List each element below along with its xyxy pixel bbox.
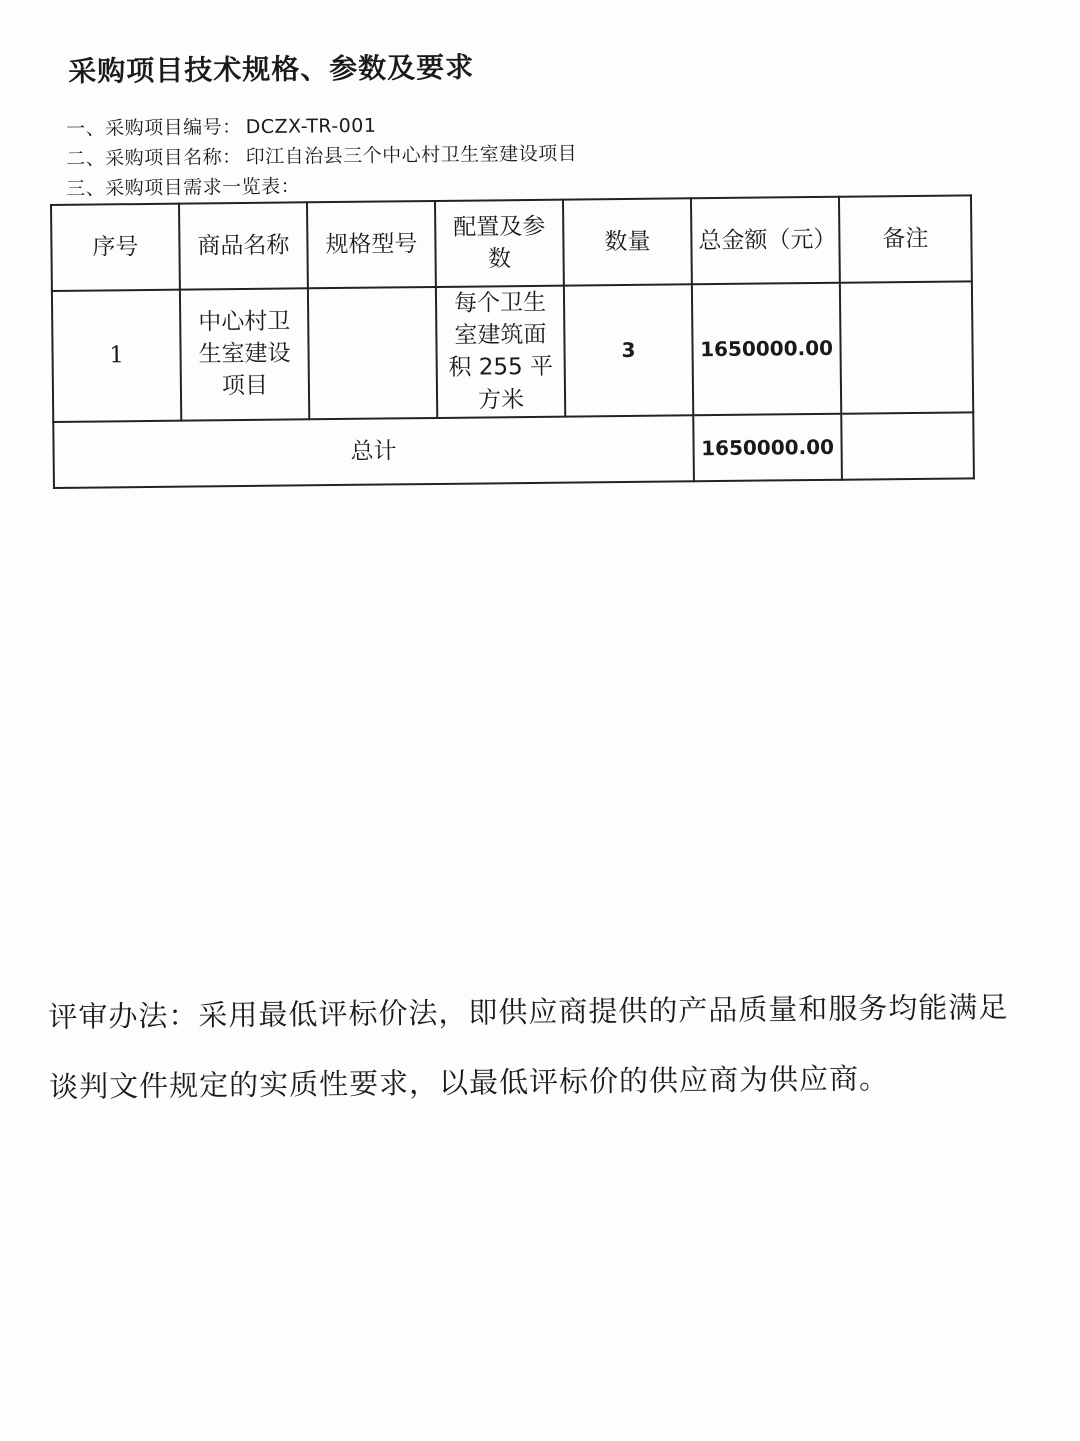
project-number-line <box>66 111 377 141</box>
cell-total-amount: 1650000.00 <box>692 283 841 415</box>
cell-model <box>308 287 437 419</box>
cell-serial: 1 <box>52 290 181 422</box>
requirements-list-line <box>66 172 300 201</box>
header-config: 配置及参数 <box>435 200 564 287</box>
total-remark <box>841 412 974 479</box>
total-label: 总计 <box>53 415 694 488</box>
header-quantity: 数量 <box>563 198 692 285</box>
requirements-list-label: 三、采购项目需求一览表： <box>66 175 301 200</box>
requirements-table <box>50 194 975 488</box>
header-remark: 备注 <box>839 195 972 282</box>
header-product-name: 商品名称 <box>179 202 308 289</box>
table-header-row <box>51 195 972 291</box>
requirements-table-wrapper <box>50 194 973 488</box>
header-model: 规格型号 <box>307 201 436 288</box>
document-title: 采购项目技术规格、参数及要求 <box>68 50 475 88</box>
header-serial: 序号 <box>51 204 180 291</box>
project-name-line <box>66 139 577 171</box>
header-total-amount: 总金额（元） <box>691 197 840 285</box>
total-amount: 1650000.00 <box>693 413 842 481</box>
table-row <box>52 281 973 421</box>
project-name-label: 二、采购项目名称： <box>66 146 242 170</box>
evaluation-method-text: 评审办法：采用最低评标价法，即供应商提供的产品质量和服务均能满足谈判文件规定的实质性要求，以最低评标价的供应商为供应商。 <box>48 989 1009 1104</box>
project-number-value: DCZX-TR-001 <box>245 114 377 139</box>
cell-quantity: 3 <box>564 284 693 416</box>
project-number-label: 一、采购项目编号： <box>66 116 242 140</box>
table-total-row <box>53 412 974 488</box>
cell-remark <box>840 281 973 413</box>
project-name-value: 印江自治县三个中心村卫生室建设项目 <box>245 142 578 169</box>
cell-config: 每个卫生室建筑面积 255 平方米 <box>436 286 565 418</box>
cell-product-name: 中心村卫生室建设项目 <box>180 288 309 420</box>
